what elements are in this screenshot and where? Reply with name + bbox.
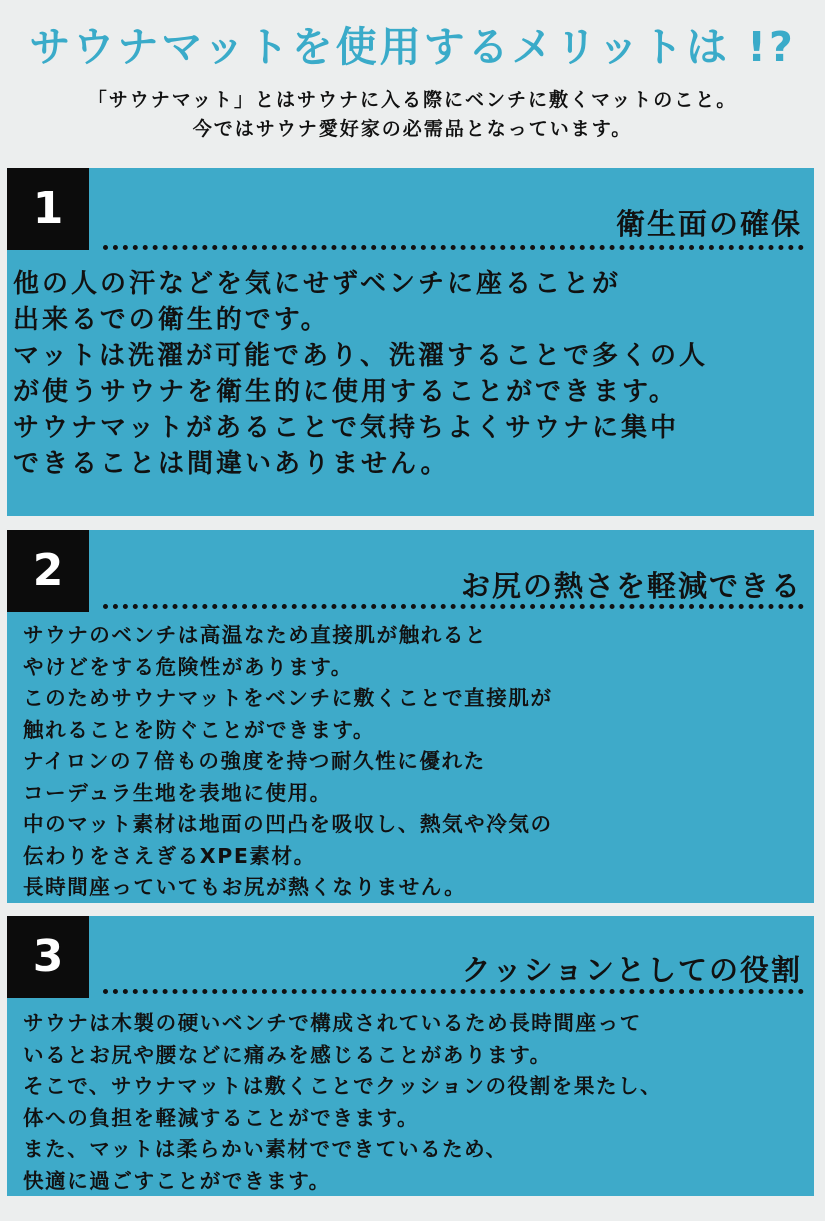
body-line: 伝わりをさえぎるXPE素材。 (23, 843, 316, 868)
page-title: サウナマットを使用するメリットは !? (29, 23, 796, 71)
dotted-divider (103, 604, 804, 609)
section-heading: お尻の熱さを軽減できる (460, 569, 802, 603)
section-number: 2 (7, 530, 89, 612)
section-heading: 衛生面の確保 (615, 207, 802, 241)
body-line: コーデュラ生地を表地に使用。 (23, 780, 332, 805)
intro-line: 「サウナマット」とはサウナに入る際にベンチに敷くマットのこと。 (87, 89, 738, 111)
body-line: 出来るでの衛生的です。 (13, 305, 330, 335)
section-number: 3 (7, 916, 89, 998)
body-line: そこで、サウナマットは敷くことでクッションの役割を果たし、 (23, 1074, 663, 1098)
section-number: 1 (7, 168, 89, 250)
body-line: 快適に過ごすことができます。 (23, 1168, 331, 1193)
section-body (13, 266, 808, 482)
body-line: が使うサウナを衛生的に使用することができます。 (13, 377, 678, 407)
body-line: また、マットは柔らかい素材でできているため、 (23, 1137, 508, 1161)
intro-text (0, 86, 825, 144)
body-line: 触れることを防ぐことができます。 (23, 717, 375, 742)
body-line: やけどをする危険性があります。 (23, 654, 353, 679)
intro-line: 今ではサウナ愛好家の必需品となっています。 (192, 118, 633, 140)
dotted-divider (103, 989, 804, 994)
dotted-divider (103, 245, 804, 250)
body-line: このためサウナマットをベンチに敷くことで直接肌が (23, 686, 553, 710)
body-line: 中のマット素材は地面の凹凸を吸収し、熱気や冷気の (23, 812, 553, 836)
body-line: 体への負担を軽減することができます。 (23, 1105, 420, 1130)
body-line: できることは間違いありません。 (13, 449, 450, 479)
section-heat-reduction (7, 530, 814, 903)
body-line: サウナは木製の硬いベンチで構成されているため長時間座って (23, 1011, 642, 1035)
section-body (23, 620, 808, 904)
section-heading: クッションとしての役割 (461, 953, 802, 987)
body-line: いるとお尻や腰などに痛みを感じることがあります。 (23, 1042, 552, 1067)
section-body (23, 1008, 808, 1197)
section-hygiene (7, 168, 814, 516)
body-line: マットは洗濯が可能であり、洗濯することで多くの人 (13, 341, 708, 371)
body-line: 他の人の汗などを気にせずベンチに座ることが (13, 269, 621, 299)
body-line: 長時間座っていてもお尻が熱くなりません。 (23, 875, 467, 899)
body-line: ナイロンの７倍もの強度を持つ耐久性に優れた (23, 749, 486, 773)
body-line: サウナマットがあることで気持ちよくサウナに集中 (13, 413, 679, 443)
body-line: サウナのベンチは高温なため直接肌が触れると (23, 623, 488, 647)
section-cushion (7, 916, 814, 1196)
